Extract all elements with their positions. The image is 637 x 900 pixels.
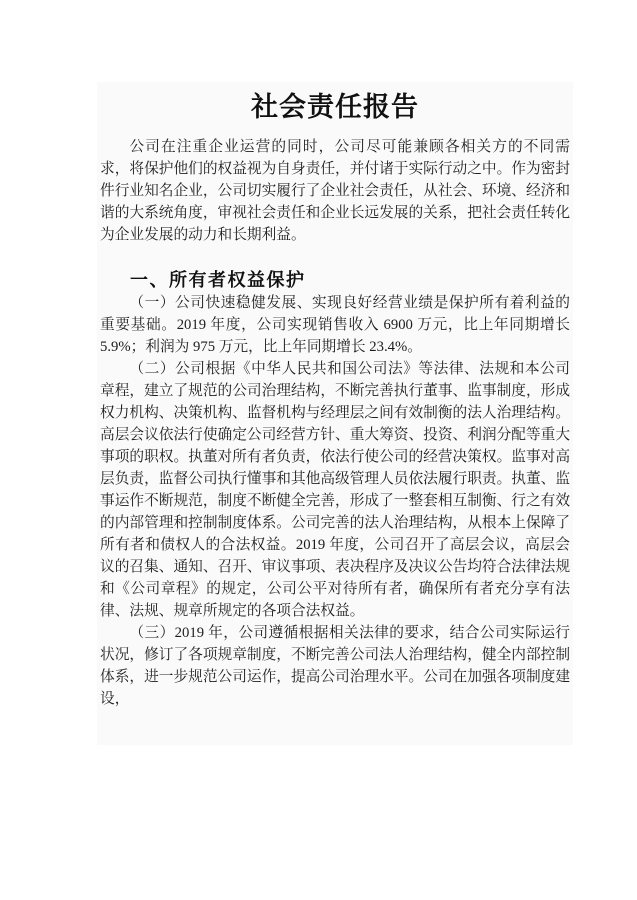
intro-paragraph: 公司在注重企业运营的同时，公司尽可能兼顾各相关方的不同需求，将保护他们的权益视为自身责任，并付诸于实际行动之中。作为密封件行业知名企业，公司切实履行了企业社会责任，从社会、环境、经济和谐的大系统角度，审视社会责任和企业长远发展的关系，把社会责任转化为企业发展的动力和长期利益。: [100, 139, 571, 243]
section-paragraph-1: （一）公司快速稳健发展、实现良好经营业绩是保护所有着利益的重要基础。2019 年度，公司实现销售收入 6900 万元，比上年同期增长 5.9%；利润为 975 万元，比上年同期增长 23.4%。: [100, 295, 570, 355]
section-paragraph-2: （二）公司根据《中华人民共和国公司法》等法律、法规和本公司章程，建立了规范的公司治理结构，不断完善执行董事、监事制度，形成权力机构、决策机构、监督机构与经理层之间有效制衡的法人治理结构。高层会议依法行使确定公司经营方针、重大筹资、投资、利润分配等重大事项的职权。执董对所有者负责，依法行使公司的经营决策权。监事对高层负责，监督公司执行懂事和其他高级管理人员依法履行职责。执董、监事运作不断规范，制度不断健全完善，形成了一整套相互制衡、行之有效的内部管理和控制制度体系。公司完善的法人治理结构，从根本上保障了所有者和债权人的合法权益。2019 年度，公司召开了高层会议，高层会议的召集、通知、召开、审议事项、表决程序及决议公告均符合法律法规和《公司章程》的规定，公司公平对待所有者，确保所有者充分享有法律、法规、规章所规定的各项合法权益。: [100, 361, 571, 619]
report-title: 社会责任报告: [251, 92, 419, 122]
document-page: [97, 82, 573, 745]
section-paragraph-3: （三）2019 年，公司遵循根据相关法律的要求，结合公司实际运行状况，修订了各项规章制度，不断完善公司法人治理结构，健全内部控制体系，进一步规范公司运作，提高公司治理水平。公司在加强各项制度建设，: [100, 625, 571, 707]
document-body: [100, 136, 570, 710]
section-heading-owner-rights: 一、所有者权益保护: [130, 270, 306, 290]
